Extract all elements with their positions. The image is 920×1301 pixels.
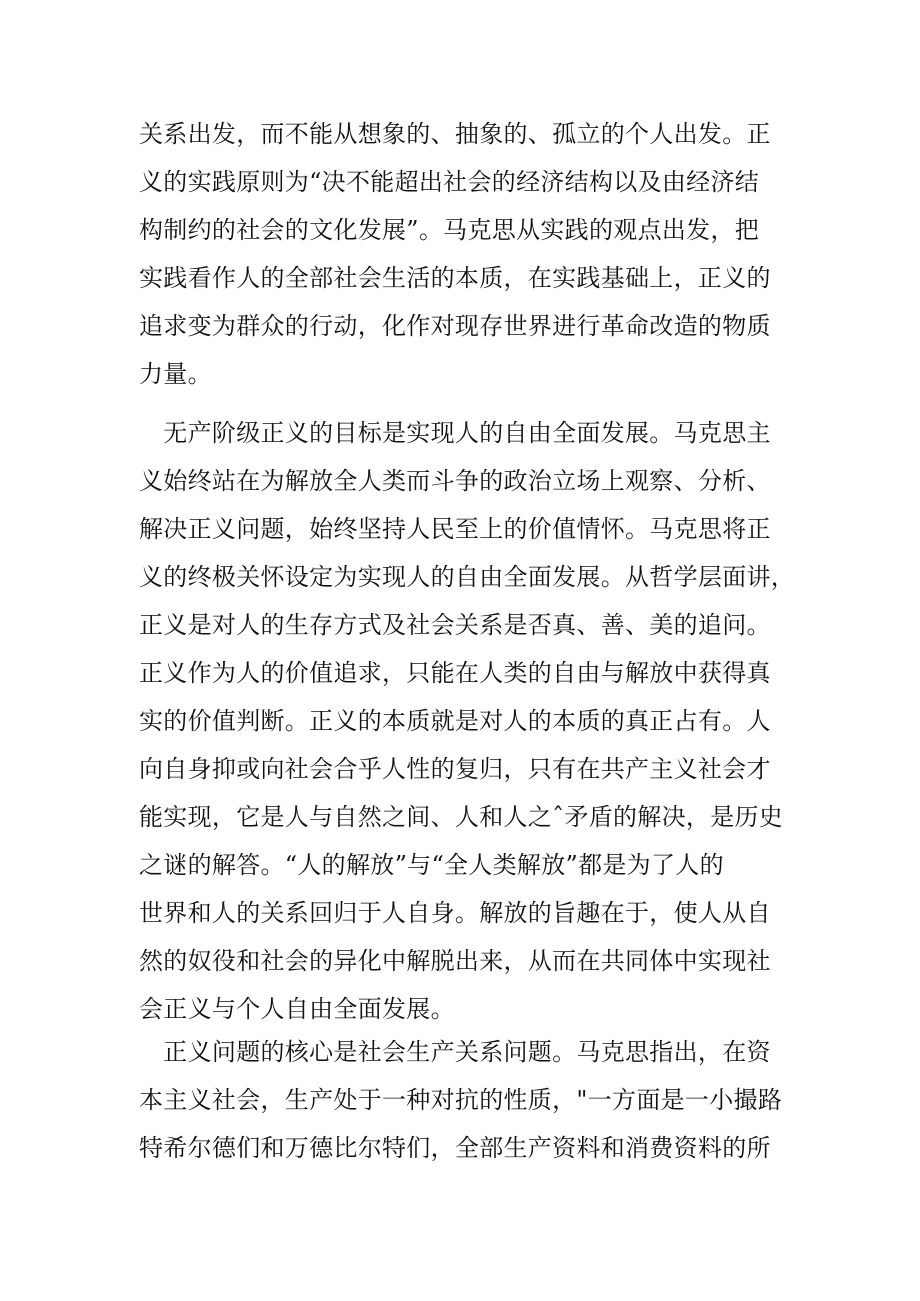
text-line: 义的实践原则为“决不能超出社会的经济结构以及由经济结 bbox=[139, 168, 760, 196]
text-line: 特希尔德们和万德比尔特们，全部生产资料和消费资料的所 bbox=[139, 1134, 771, 1162]
text-line: 之谜的解答。“人的解放”与“全人类解放”都是为了人的 bbox=[139, 851, 724, 879]
text-line: 实践看作人的全部社会生活的本质，在实践基础上，正义的 bbox=[139, 264, 771, 292]
text-line: 然的奴役和社会的异化中解脱出来，从而在共同体中实现社 bbox=[139, 947, 771, 975]
text-line: 无产阶级正义的目标是实现人的自由全面发展。马克思主 bbox=[139, 419, 771, 447]
text-line: 正义问题的核心是社会生产关系问题。马克思指出，在资 bbox=[139, 1038, 771, 1066]
paragraph-1 bbox=[139, 110, 789, 398]
text-line: 追求变为群众的行动，化作对现存世界进行革命改造的物质 bbox=[139, 312, 771, 340]
text-line: 义的终极关怀设定为实现人的自由全面发展。从哲学层面讲， bbox=[139, 563, 796, 591]
paragraph-2 bbox=[139, 409, 796, 1033]
text-line: 会正义与个人自由全面发展。 bbox=[139, 995, 455, 1023]
text-line: 向自身抑或向社会合乎人性的复归，只有在共产主义社会才 bbox=[139, 755, 771, 783]
text-line: 构制约的社会的文化发展”。马克思从实践的观点出发，把 bbox=[139, 216, 760, 244]
text-line: 义始终站在为解放全人类而斗争的政治立场上观察、分析、 bbox=[139, 467, 771, 495]
text-line: 力量。 bbox=[139, 360, 212, 388]
text-line: 世界和人的关系回归于人自身。解放的旨趣在于，使人从自 bbox=[139, 899, 771, 927]
text-line: 解决正义问题，始终坚持人民至上的价值情怀。马克思将正 bbox=[139, 515, 771, 543]
text-line: 实的价值判断。正义的本质就是对人的本质的真正占有。人 bbox=[139, 707, 771, 735]
paragraph-3 bbox=[139, 1028, 789, 1172]
text-line: 本主义社会，生产处于一种对抗的性质，"一方面是一小撮路 bbox=[139, 1086, 783, 1114]
text-line: 正义作为人的价值追求，只能在人类的自由与解放中获得真 bbox=[139, 659, 771, 687]
text-line: 能实现，它是人与自然之间、人和人之ˆ矛盾的解决，是历史 bbox=[139, 803, 784, 831]
text-line: 正义是对人的生存方式及社会关系是否真、善、美的追问。 bbox=[139, 611, 771, 639]
text-line: 关系出发，而不能从想象的、抽象的、孤立的个人出发。正 bbox=[139, 120, 771, 148]
